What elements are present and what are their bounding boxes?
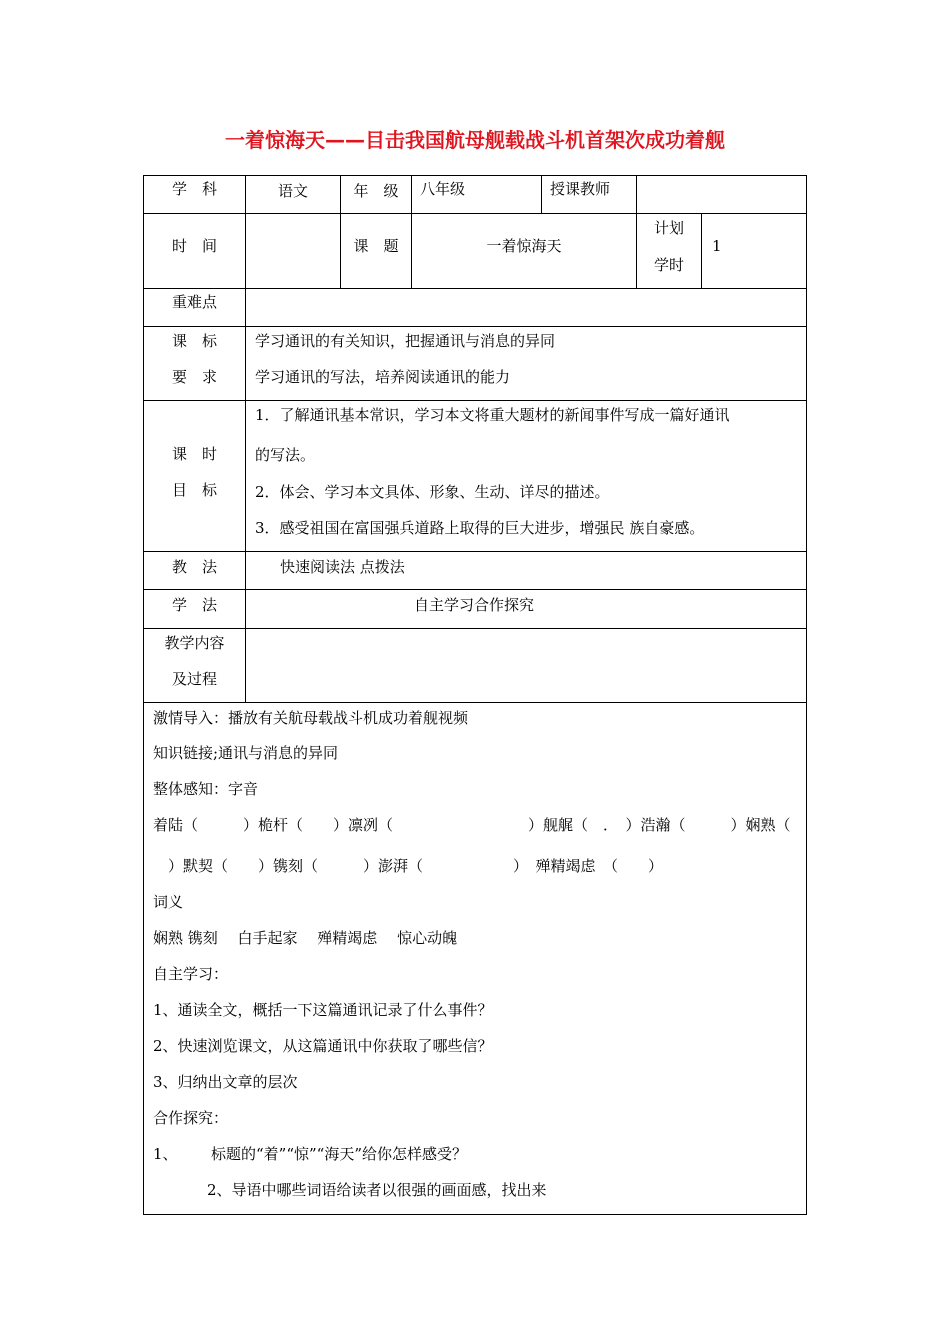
- table-border: [143, 175, 807, 176]
- learning-label: 学 法: [171, 596, 217, 614]
- cooperation-heading: 合作探究：: [153, 1109, 229, 1127]
- time-label: 时 间: [171, 237, 217, 255]
- hours-label: 计划: [653, 219, 684, 237]
- method-label: 教 法: [171, 558, 217, 576]
- cooperation-item: 2、导语中哪些词语给读者以很强的画面感，找出来: [207, 1181, 547, 1199]
- table-border: [143, 288, 807, 289]
- table-border: [143, 213, 807, 214]
- link-line: 知识链接;通讯与消息的异同: [153, 744, 339, 762]
- standard-label: 课 标: [171, 332, 217, 350]
- table-border: [541, 175, 542, 213]
- document-title: 一着惊海天——目击我国航母舰载战斗机首架次成功着舰: [225, 128, 725, 152]
- teacher-label: 授课教师: [550, 180, 611, 198]
- learning-value: 自主学习合作探究: [414, 596, 535, 614]
- cooperation-number: 1、: [153, 1145, 178, 1163]
- goal-line: 的写法。: [255, 446, 316, 464]
- table-border: [143, 702, 807, 703]
- table-border: [143, 175, 144, 1215]
- perception-line: 整体感知：字音: [153, 780, 259, 798]
- table-border: [636, 175, 637, 213]
- goal-line: 3．感受祖国在富国强兵道路上取得的巨大进步，增强民 族自豪感。: [255, 519, 705, 537]
- goal-line: 2．体会、学习本文具体、形象、生动、详尽的描述。: [255, 483, 610, 501]
- key-points-label: 重难点: [171, 293, 217, 311]
- question: 2、快速浏览课文，从这篇通讯中你获取了哪些信？: [153, 1037, 493, 1055]
- pinyin-line: ）默契（ ）镌刻（ ）澎湃（ ） 殚精竭虑 （ ）: [153, 857, 664, 875]
- pinyin-line: 着陆（ ）桅杆（ ）凛冽（ ）舰艉（ ． ）浩瀚（ ）娴熟（: [153, 816, 791, 834]
- table-border: [245, 175, 246, 702]
- cooperation-item: 标题的“着”“惊”“海天”给你怎样感受？: [211, 1145, 468, 1163]
- topic-label: 课 题: [353, 237, 399, 255]
- question: 1、通读全文，概括一下这篇通讯记录了什么事件？: [153, 1001, 493, 1019]
- table-border: [143, 400, 807, 401]
- grade-label: 年 级: [353, 182, 399, 200]
- self-study-heading: 自主学习：: [153, 965, 229, 983]
- question: 3、归纳出文章的层次: [153, 1073, 298, 1091]
- standard-line: 学习通讯的有关知识，把握通讯与消息的异同: [255, 332, 556, 350]
- intro-line: 激情导入：播放有关航母载战斗机成功着舰视频: [153, 709, 469, 727]
- process-label: 教学内容: [164, 634, 225, 652]
- process-label: 及过程: [171, 670, 217, 688]
- table-border: [143, 551, 807, 552]
- goals-label: 目 标: [171, 481, 217, 499]
- table-border: [143, 1214, 807, 1215]
- subject-value: 语文: [277, 182, 308, 200]
- hours-label: 学时: [653, 256, 684, 274]
- method-value: 快速阅读法 点拨法: [280, 558, 405, 576]
- standard-label: 要 求: [171, 368, 217, 386]
- topic-value: 一着惊海天: [486, 237, 562, 255]
- vocab-words: 娴熟 镌刻 白手起家 殚精竭虑 惊心动魄: [153, 929, 458, 947]
- goals-label: 课 时: [171, 445, 217, 463]
- grade-value: 八年级: [420, 180, 466, 198]
- table-border: [701, 213, 702, 288]
- subject-label: 学 科: [171, 180, 217, 198]
- table-border: [143, 589, 807, 590]
- goal-line: 1．了解通讯基本常识，学习本文将重大题材的新闻事件写成一篇好通讯: [255, 406, 730, 424]
- table-border: [411, 175, 412, 288]
- table-border: [806, 175, 807, 1215]
- vocab-label: 词义: [153, 893, 184, 911]
- table-border: [143, 326, 807, 327]
- hours-value: 1: [712, 237, 722, 255]
- table-border: [143, 628, 807, 629]
- standard-line: 学习通讯的写法，培养阅读通讯的能力: [255, 368, 511, 386]
